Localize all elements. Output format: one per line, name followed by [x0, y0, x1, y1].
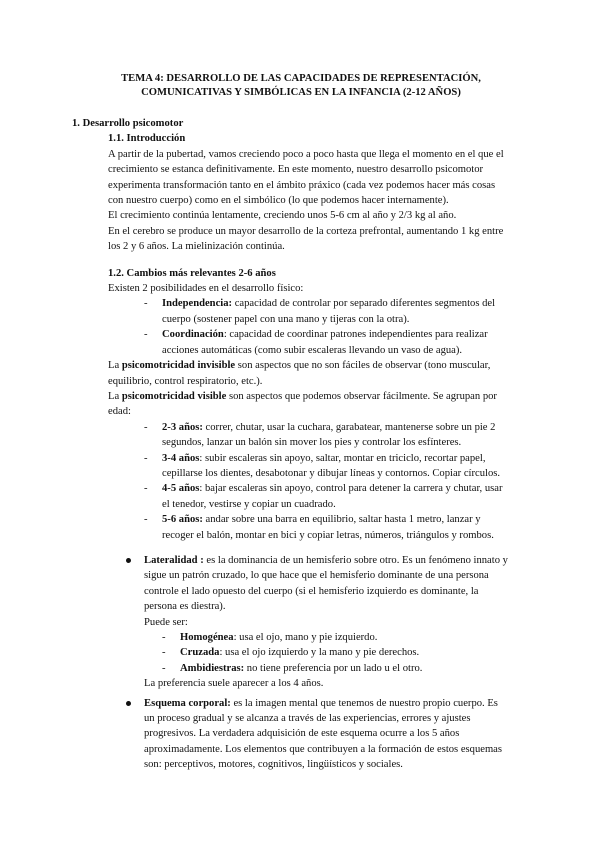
term: Ambidiestras:: [180, 662, 245, 674]
subsection-heading-1-2: 1.2. Cambios más relevantes 2-6 años: [108, 267, 276, 279]
paragraph: El crecimiento continúa lentamente, creciendo unos 5-6 cm al año y 2/3 kg al año.: [108, 210, 457, 222]
term: Lateralidad :: [144, 554, 204, 566]
paragraph: [144, 696, 510, 773]
age-list: [72, 420, 510, 543]
paragraph: Puede ser:: [144, 616, 188, 628]
definition: : usa el ojo izquierdo y la mano y pie derechos.: [219, 647, 420, 659]
definition: capacidad de controlar por separado diferentes segmentos del cuerpo (sostener papel con una mano y tijeras con la otra).: [162, 298, 496, 325]
definition: : bajar escaleras sin apoyo, control para detener la carrera y chutar, usar el tenedor, vestirse y copiar un cuadrado.: [162, 483, 503, 510]
physical-development-list: [72, 296, 510, 358]
list-item: [162, 645, 510, 660]
text: son aspectos que no son fáciles de observar (tono muscular, equilibrio, control respiratorio, etc.).: [108, 360, 491, 387]
definition: : usa el ojo, mano y pie izquierdo.: [233, 632, 378, 643]
definition: es la dominancia de un hemisferio sobre otro. Es un fenómeno innato y sigue un patrón cruzado, lo que hace que el hemisferio dominante de una persona controle el lado opuesto del cuerpo (si el hemisferio izquierdo es dominante, la persona es diestra).: [144, 554, 508, 613]
paragraph: La preferencia suele aparecer a los 4 años.: [144, 678, 324, 690]
list-item-lateralidad: [126, 553, 510, 692]
term: Esquema corporal:: [144, 697, 231, 709]
list-item-esquema: [126, 696, 510, 773]
bullet-icon: [126, 558, 131, 563]
intro-section: [108, 147, 510, 255]
paragraph: [144, 553, 510, 615]
paragraph: [108, 389, 510, 420]
concepts-list: [72, 553, 510, 773]
definition: : subir escaleras sin apoyo, saltar, montar en triciclo, recortar papel, cepillarse los dientes, desabotonar y dibujar líneas y contornos. Copiar círculos.: [162, 452, 501, 479]
bullet-icon: [126, 701, 131, 706]
term: psicomotricidad visible: [121, 390, 227, 402]
term: Cruzada: [180, 647, 220, 659]
paragraph: En el cerebro se produce un mayor desarrollo de la corteza prefrontal, aumentando 1 kg entre los 2 y 6 años. La mielinización continúa.: [108, 225, 504, 253]
subsection-heading-1-1: 1.1. Introducción: [108, 133, 186, 145]
term: Independencia:: [162, 298, 233, 310]
title-line-2: COMUNICATIVAS Y SIMBÓLICAS EN LA INFANCIA (2-12 AÑOS): [141, 87, 461, 98]
list-item: [144, 296, 510, 327]
term: 3-4 años: [162, 452, 200, 464]
term: Coordinación: [162, 329, 224, 341]
term: Homogénea: [180, 632, 234, 643]
paragraph: A partir de la pubertad, vamos creciendo poco a poco hasta que llega el momento en el que el crecimiento se estanca definitivamente. En este momento, nuestro desarrollo psicomotor experimenta transformación tanto en el ámbito práxico (cada vez podemos hacer más cosas con nuestro cuerpo) como en el simbólico (lo que podemos hacer internamente).: [108, 148, 504, 207]
text: La: [108, 360, 122, 372]
changes-section: [108, 281, 510, 296]
list-item: [144, 327, 510, 358]
term: 4-5 años: [162, 483, 200, 495]
text: La: [108, 390, 122, 402]
section-heading-1: 1. Desarrollo psicomotor: [72, 118, 184, 129]
term: 2-3 años:: [162, 421, 203, 433]
definition: correr, chutar, usar la cuchara, garabatear, mantenerse sobre un pie 2 segundos, lanzar un balón sin mover los pies y controlar los esfínteres.: [162, 421, 496, 449]
list-item: [162, 661, 510, 676]
paragraph: [108, 358, 510, 389]
term: 5-6 años:: [162, 514, 203, 526]
list-item: [144, 512, 510, 543]
definition: es la imagen mental que tenemos de nuestro propio cuerpo. Es un proceso gradual y se alcanza a través de las experiencias, errores y ajustes progresivos. La verdadera adquisición de este esquema ocurre a los 5 años aproximadamente. Los elementos que contribuyen a la formación de estos esquemas son: perceptivos, motores, cognitivos, lingüísticos y sociales.: [144, 697, 503, 771]
list-item: [144, 481, 510, 512]
definition: andar sobre una barra en equilibrio, saltar hasta 1 metro, lanzar y recoger el balón, montar en bici y copiar letras, números, triángulos y rombos.: [162, 514, 494, 541]
list-item: [144, 420, 510, 451]
term: psicomotricidad invisible: [121, 360, 236, 372]
list-item: [162, 630, 510, 645]
psychomotor-types: [108, 358, 510, 420]
text: son aspectos que podemos observar fácilmente. Se agrupan por edad:: [108, 390, 497, 418]
list-item: [144, 451, 510, 482]
title-line-1: TEMA 4: DESARROLLO DE LAS CAPACIDADES DE REPRESENTACIÓN,: [121, 73, 481, 84]
definition: : capacidad de coordinar patrones independientes para realizar acciones automáticas (como subir escaleras llevando un vaso de agua).: [162, 329, 488, 356]
paragraph: Existen 2 posibilidades en el desarrollo físico:: [108, 283, 304, 295]
definition: no tiene preferencia por un lado u el otro.: [244, 662, 423, 674]
laterality-types-list: [144, 630, 510, 676]
document-title: [102, 72, 500, 100]
